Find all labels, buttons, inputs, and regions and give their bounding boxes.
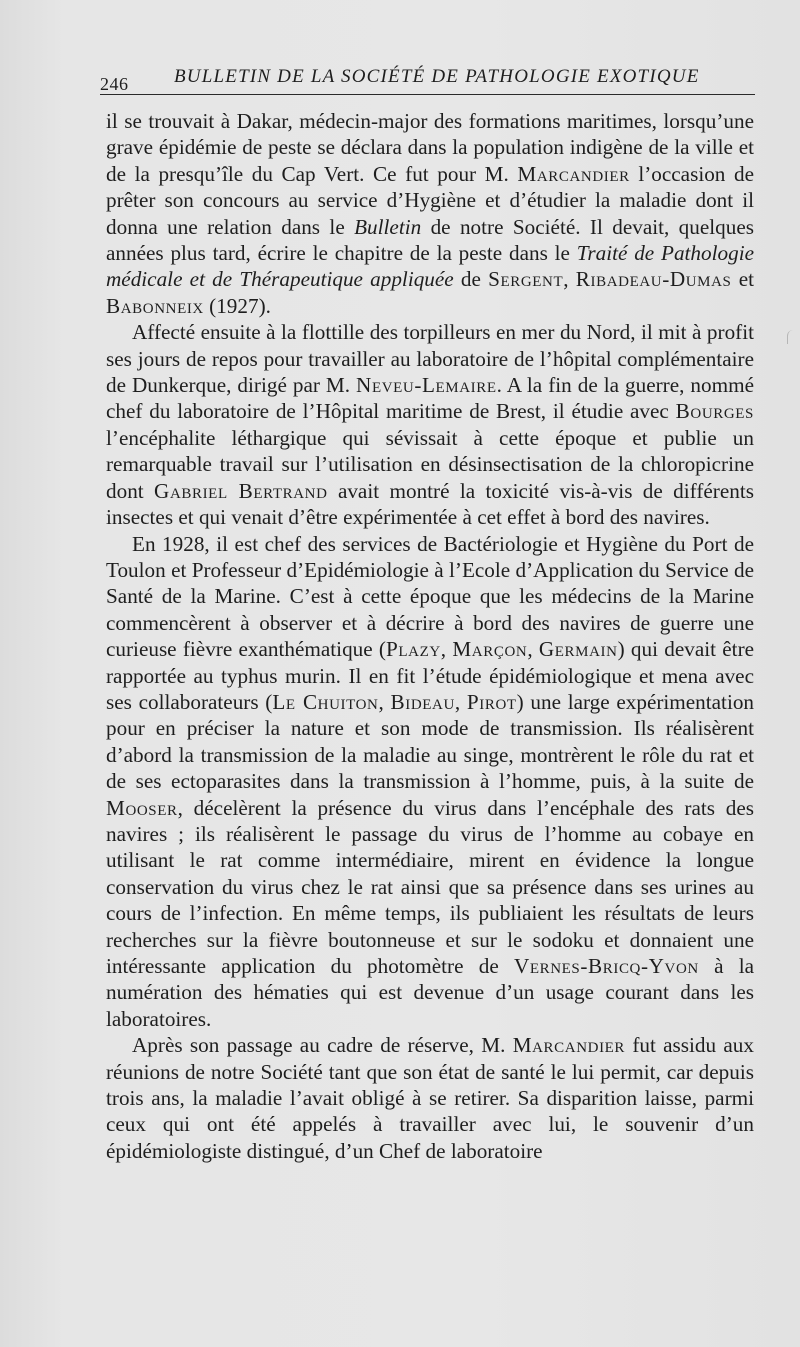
author-name: Neveu-Lemaire (356, 373, 497, 398)
paragraph (106, 1032, 754, 1164)
author-name: Babonneix (106, 293, 204, 318)
text-run: Affecté ensuite à la flottille des torpilleurs en mer du Nord, il mit à profit ses jours de repos pour travailler au laboratoire de l’hôpital complémentaire de Dunkerque, dirigé par M. (106, 320, 754, 398)
body-text (106, 108, 754, 1164)
text-run: il se trouvait à Dakar, médecin-major des formations maritimes, lorsqu’une grave épidémie de peste se déclara dans la population indigène de la ville et de la presqu’île du Cap Vert. Ce fut pour M. (106, 109, 754, 186)
author-name: Plazy (386, 637, 441, 662)
author-name: Marcandier (512, 1033, 626, 1058)
text-run: l’occasion de prêter son concours au service d’Hygiène et d’étudier la maladie dont il donna une relation dans le (106, 161, 754, 239)
text-run: et (731, 267, 754, 292)
text-run: , (440, 637, 453, 662)
text-run: avait montré la toxicité vis-à-vis de différents insectes et qui venait d’être expérimentée à cet effet à bord des navires. (106, 478, 754, 530)
italic-title: Traité de Pathologie médicale et de Thérapeutique appliquée (106, 241, 754, 292)
author-name: Sergent (488, 267, 564, 292)
page-header (100, 60, 755, 95)
text-run: Après son passage au cadre de réserve, M. (132, 1033, 513, 1058)
text-run: l’encéphalite léthargique qui sévissait à cette époque et publie un remarquable travail sur l’utilisation en désinsectisation de la chloropicrine dont (106, 425, 754, 503)
author-name: Bideau (390, 689, 455, 714)
author-name: Germain (538, 637, 618, 662)
text-run: , (378, 689, 391, 714)
text-run: à la numération des hématies qui est devenue d’un usage courant dans les laboratoires. (106, 954, 754, 1031)
page-number: 246 (100, 74, 129, 94)
author-name: Pirot (466, 689, 517, 714)
text-run: , décelèrent la présence du virus dans l’encéphale des rats des navires ; ils réalisèrent le passage du virus de l’homme au cobaye en utilisant le rat comme intermédiaire, mirent en évidence la longue conservation du virus chez le rat ainsi que sa présence dans ses urines au cours de l’infection. En même temps, ils publiaient les résultats de leurs recherches sur la fièvre boutonneuse et sur le sodoku et donnaient une intéressante application du photomètre de (106, 795, 754, 978)
text-run: ) une large expérimentation pour en préciser la nature et son mode de transmission. Ils réalisèrent d’abord la transmission de la maladie au singe, montrèrent le rôle du rat et de ses ectoparasites dans la transmission à l’homme, puis, à la suite de (106, 689, 755, 794)
text-run: , (527, 637, 539, 662)
text-run: , (563, 267, 576, 292)
text-run: En 1928, il est chef des services de Bactériologie et Hygiène du Port de Toulon et Professeur d’Epidémiologie à l’Ecole d’Application du Service de Santé de la Marine. C’est à cette époque que les médecins de la Marine commencèrent à observer et à décrire à bord des navires de guerre une curieuse fièvre exanthématique ( (106, 531, 754, 662)
author-name: Marçon (452, 637, 528, 662)
author-name: Le Chuiton (272, 689, 379, 714)
author-name: Bourges (675, 399, 754, 424)
text-run: . A la fin de la guerre, nommé chef du laboratoire de l’Hôpital maritime de Brest, il étudie avec (106, 373, 754, 424)
author-name: Marcandier (517, 161, 630, 186)
author-name: Vernes-Bricq-Yvon (513, 954, 699, 978)
paragraph (106, 531, 754, 1033)
paragraph (106, 108, 754, 319)
text-run: , (454, 689, 467, 714)
text-run: (1927). (203, 293, 271, 318)
text-run: fut assidu aux réunions de notre Société tant que son état de santé le lui permit, car depuis trois ans, la maladie l’avait obligé à se retirer. Sa disparition laisse, parmi ceux qui ont été appelés à travailler avec lui, le souvenir d’un épidémiologiste distingué, d’un Chef de laboratoire (106, 1033, 754, 1163)
margin-pencil-mark (787, 330, 796, 344)
text-run: de (453, 267, 489, 292)
paragraph (106, 319, 754, 530)
running-title: BULLETIN DE LA SOCIÉTÉ DE PATHOLOGIE EXOTIQUE (174, 66, 700, 87)
italic-title: Bulletin (354, 214, 422, 239)
text-run: de notre Société. Il devait, quelques années plus tard, écrire le chapitre de la peste dans le (106, 214, 754, 266)
author-name: Ribadeau-Dumas (575, 267, 732, 292)
text-run: ) qui devait être rapportée au typhus murin. Il en fit l’étude épidémiologique et mena avec ses collaborateurs ( (106, 637, 755, 714)
author-name: Gabriel Bertrand (154, 478, 328, 503)
author-name: Mooser (106, 795, 178, 820)
